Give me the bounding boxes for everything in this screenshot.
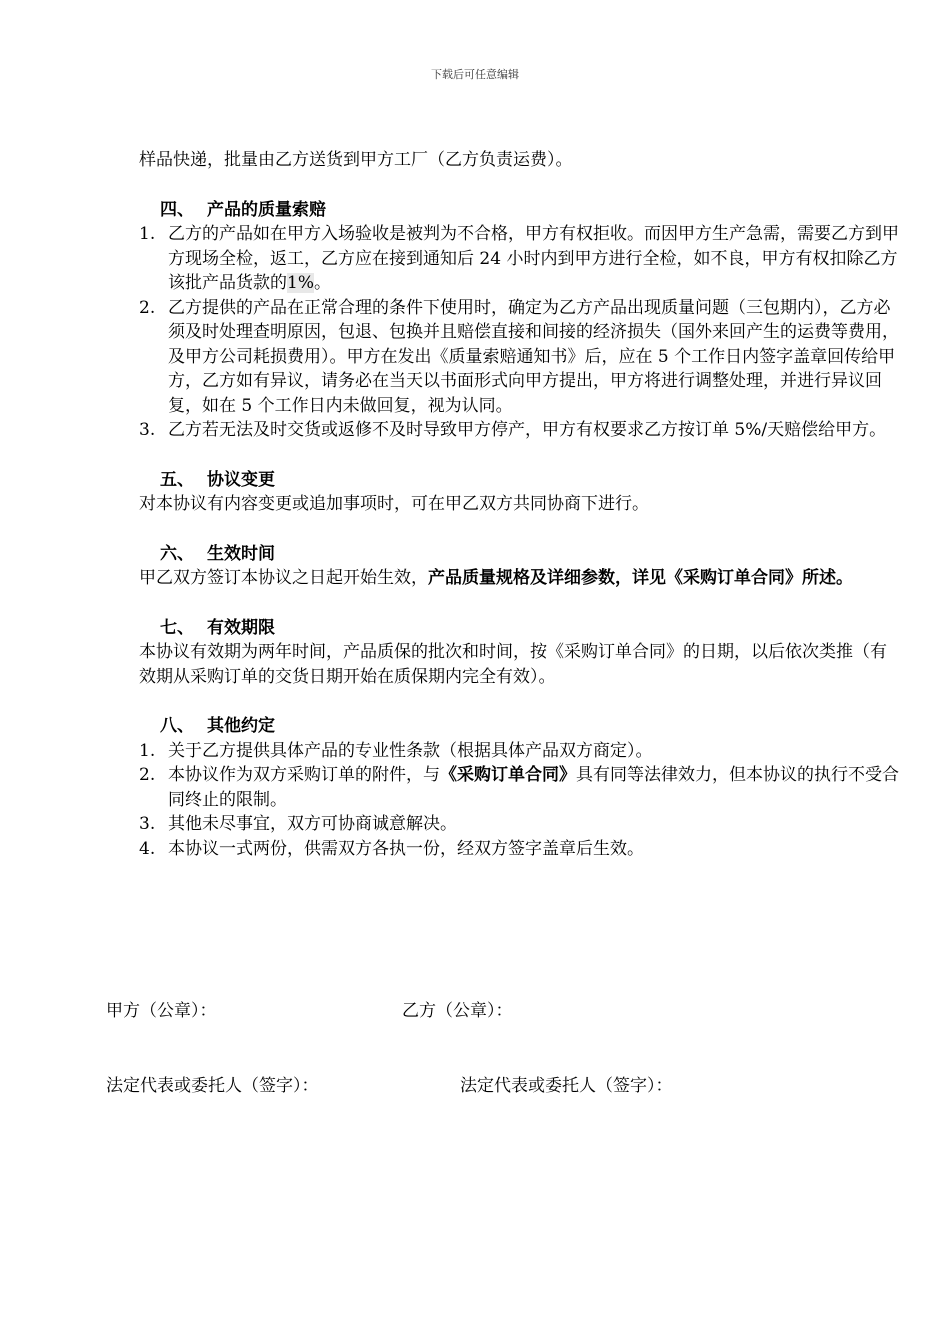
party-a-seal-label: 甲方（公章）： [106,1001,217,1021]
section-6-title: 生效时间 [207,543,275,564]
item-number: 2. [139,765,156,785]
party-b-seal-label: 乙方（公章）： [402,1001,513,1021]
section-7-title: 有效期限 [207,617,275,638]
section-5-body: 对本协议有内容变更或追加事项时，可在甲乙双方共同协商下进行。 [139,494,649,514]
section-7-number: 七、 [160,617,194,638]
section-4-heading [139,198,901,223]
item-text: 本协议作为双方采购订单的附件，与 [168,765,440,785]
list-item [139,812,901,837]
section-7-body: 本协议有效期为两年时间，产品质保的批次和时间，按《采购订单合同》的日期，以后依次类推（有效期从采购订单的交货日期开始在质保期内完全有效）。 [139,642,887,687]
list-item [139,763,901,812]
item-text: 本协议一式两份，供需双方各执一份，经双方签字盖章后生效。 [168,838,644,859]
item-text: 乙方提供的产品在正常合理的条件下使用时，确定为乙方产品出现质量问题（三包期内），乙方必须及时处理查明原因，包退、包换并且赔偿直接和间接的经济损失（国外来回产生的运费等费用，及甲方公司耗损费用）。甲方在发出《质量索赔通知书》后，应在 5 个工作日内签字盖章回传给甲方，乙方如有异议，请务必在当天以书面形式向甲方提出，甲方将进行调整处理，并进行异议回复，如在 5 个工作日内未做回复，视为认同。 [168,297,899,416]
item-number: 4. [139,838,156,859]
section-4-list [139,222,901,443]
section-7-heading [139,616,901,641]
section-6-body-bold: 产品质量规格及详细参数，详见《采购订单合同》所述。 [428,568,853,588]
section-5-heading [139,468,901,493]
document-body [139,148,901,861]
section-5-title: 协议变更 [207,469,275,490]
list-item [139,739,901,764]
section-8-number: 八、 [160,716,194,736]
item-text-end: 具有同等法律效力，但本协议的执行不受合同终止的限制。 [168,765,899,810]
section-4-number: 四、 [160,199,194,220]
item-number: 3. [139,814,156,834]
section-4-title: 产品的质量索赔 [207,199,326,220]
item-number: 3. [139,420,156,440]
contract-name-bold: 《采购订单合同》 [440,765,576,785]
highlighted-percent: 1% [287,273,314,293]
item-number: 2. [139,297,156,318]
item-number: 1. [139,740,156,761]
item-text: 关于乙方提供具体产品的专业性条款（根据具体产品双方商定）。 [168,740,653,761]
list-item [139,418,901,443]
section-8-heading [139,714,901,739]
list-item [139,837,901,862]
intro-line: 样品快递，批量由乙方送货到甲方工厂（乙方负责运费）。 [139,150,573,170]
section-5-number: 五、 [160,469,194,490]
section-6-heading [139,542,901,567]
section-6-body-text: 甲乙双方签订本协议之日起开始生效， [139,568,428,588]
list-item [139,296,901,419]
section-6-number: 六、 [160,543,194,564]
item-text-end: 。 [313,273,331,293]
party-b-rep-label: 法定代表或委托人（签字）： [460,1076,673,1096]
section-6-body [139,566,901,591]
section-8-title: 其他约定 [207,716,275,736]
section-8-list [139,739,901,862]
item-text: 乙方若无法及时交货或返修不及时导致甲方停产，甲方有权要求乙方按订单 5%/天赔偿给甲方。 [168,420,887,440]
item-number: 1. [139,224,156,244]
item-text: 其他未尽事宜，双方可协商诚意解决。 [168,814,457,834]
header-note: 下载后可任意编辑 [431,68,519,81]
party-a-rep-label: 法定代表或委托人（签字）： [106,1076,319,1096]
item-text: 乙方的产品如在甲方入场验收是被判为不合格，甲方有权拒收。而因甲方生产急需，需要乙方到甲方现场全检，返工，乙方应在接到通知后 24 小时内到甲方进行全检，如不良，甲方有权扣除乙方该批产品货款的 [168,224,899,293]
list-item [139,222,901,296]
